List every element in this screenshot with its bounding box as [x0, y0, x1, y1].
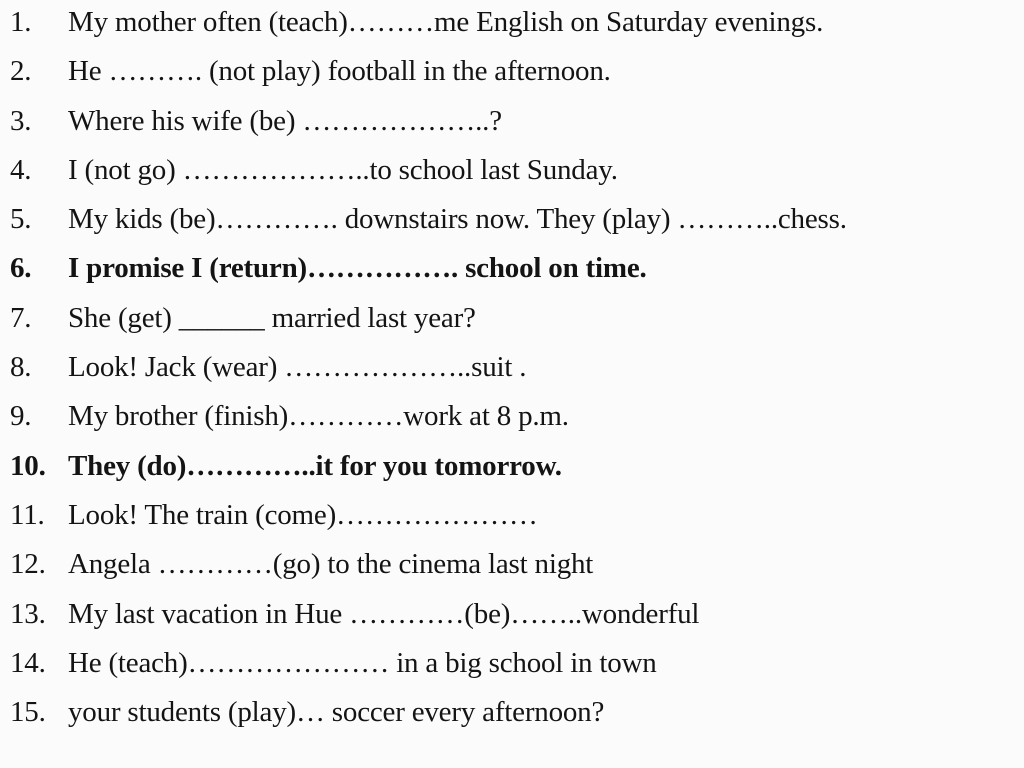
exercise-item-6 — [10, 252, 1015, 301]
exercise-number: 14. — [10, 646, 46, 679]
exercise-number: 8. — [10, 351, 32, 384]
exercise-number: 12. — [10, 548, 46, 581]
exercise-item-3 — [10, 105, 1015, 154]
exercise-text: They (do)…………..it for you tomorrow. — [68, 449, 562, 482]
exercise-text: She (get) ______ married last year? — [68, 301, 476, 334]
exercise-number: 9. — [10, 400, 32, 433]
exercise-item-10 — [10, 450, 1015, 499]
exercise-text: Look! Jack (wear) ………………..suit . — [68, 351, 527, 384]
exercise-item-5 — [10, 203, 1015, 252]
exercise-number: 15. — [10, 696, 46, 729]
exercise-text: I promise I (return)……………. school on time. — [68, 252, 647, 285]
exercise-text: My last vacation in Hue …………(be)……..wonderful — [68, 597, 700, 630]
exercise-item-8 — [10, 351, 1015, 400]
exercise-text: He (teach)………………… in a big school in town — [68, 646, 657, 679]
exercise-item-9 — [10, 400, 1015, 449]
exercise-text: Where his wife (be) ………………..? — [68, 104, 502, 137]
exercise-item-14 — [10, 647, 1015, 696]
exercise-text: My mother often (teach)………me English on Saturday evenings. — [68, 6, 824, 38]
exercise-number: 4. — [10, 153, 32, 186]
exercise-number: 10. — [10, 449, 46, 482]
exercise-number: 5. — [10, 203, 32, 236]
exercise-number: 1. — [10, 6, 32, 38]
exercise-number: 6. — [10, 252, 32, 285]
exercise-list — [10, 6, 1015, 745]
exercise-item-15 — [10, 696, 1015, 745]
exercise-text: My brother (finish)…………work at 8 p.m. — [68, 400, 569, 433]
exercise-number: 11. — [10, 498, 45, 531]
exercise-item-11 — [10, 499, 1015, 548]
exercise-number: 3. — [10, 104, 32, 137]
exercise-text: I (not go) ………………..to school last Sunday. — [68, 153, 618, 186]
exercise-text: Look! The train (come)………………… — [68, 498, 538, 531]
exercise-item-13 — [10, 598, 1015, 647]
exercise-number: 13. — [10, 597, 46, 630]
exercise-text: Angela …………(go) to the cinema last night — [68, 548, 594, 581]
exercise-text: your students (play)… soccer every afternoon? — [68, 696, 605, 729]
exercise-number: 2. — [10, 55, 32, 88]
exercise-text: He ………. (not play) football in the afternoon. — [68, 55, 611, 88]
exercise-item-12 — [10, 548, 1015, 597]
exercise-number: 7. — [10, 301, 32, 334]
exercise-item-7 — [10, 302, 1015, 351]
exercise-item-2 — [10, 55, 1015, 104]
exercise-item-4 — [10, 154, 1015, 203]
exercise-item-1 — [10, 6, 1015, 55]
exercise-text: My kids (be)…………. downstairs now. They (play) ………..chess. — [68, 203, 847, 236]
